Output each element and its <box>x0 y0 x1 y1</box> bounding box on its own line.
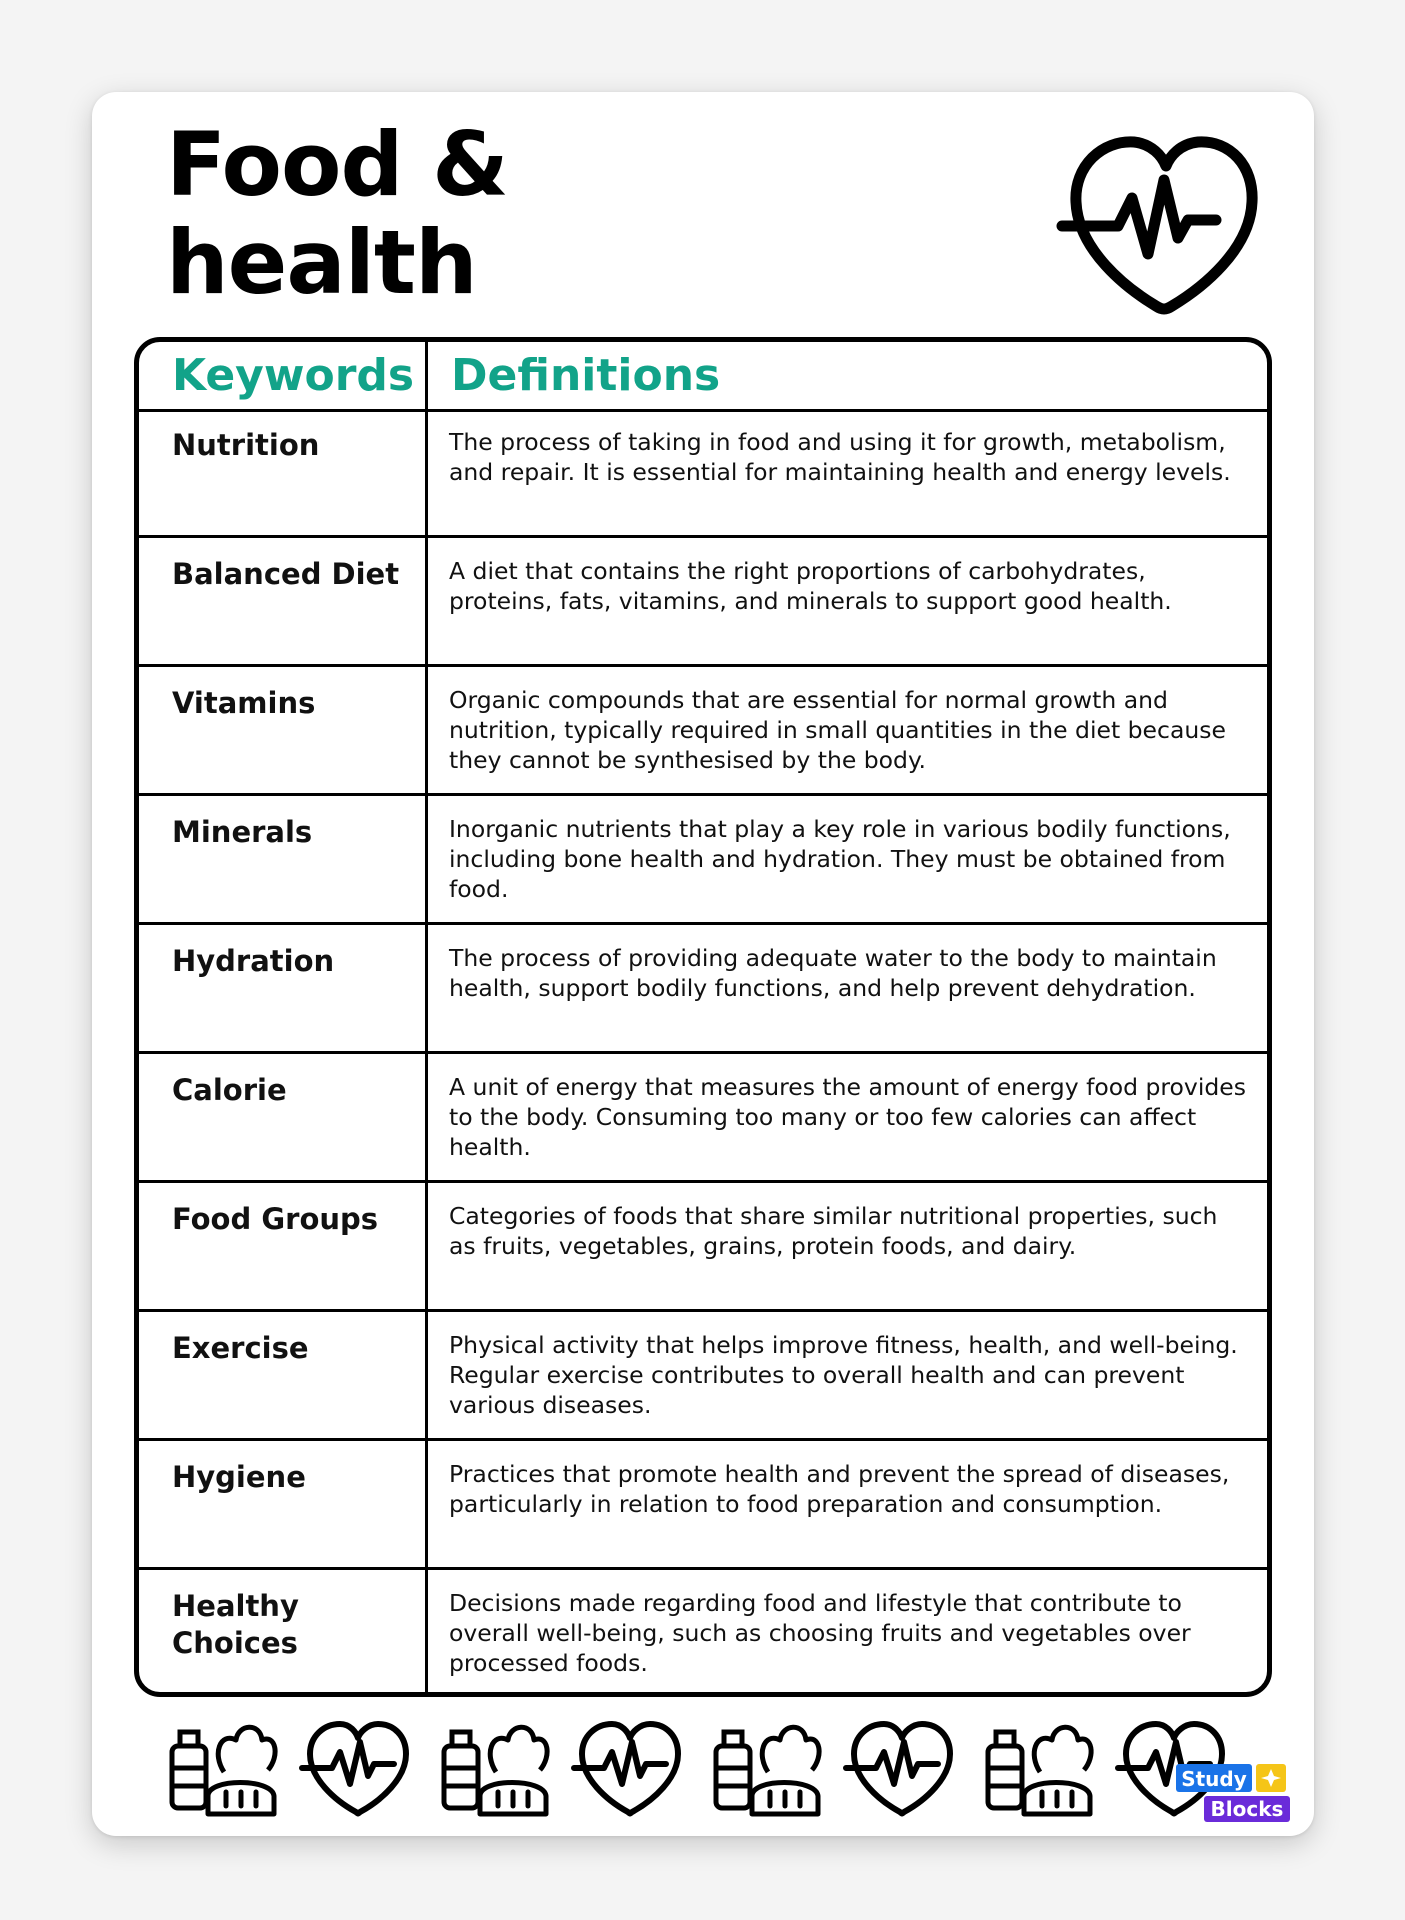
keyword-cell: Vitamins <box>172 686 316 720</box>
table-row <box>139 1054 1267 1183</box>
groceries-icon <box>162 1712 280 1822</box>
keyword-cell: Exercise <box>172 1331 309 1365</box>
header-keywords: Keywords <box>172 350 415 401</box>
keyword-cell: Nutrition <box>172 428 320 462</box>
brand-line-1: Study <box>1181 1767 1247 1791</box>
table-row <box>139 538 1267 667</box>
heartbeat-heart-icon <box>1056 128 1266 318</box>
table-row <box>139 1570 1267 1697</box>
keyword-cell: Calorie <box>172 1073 287 1107</box>
definition-cell: Organic compounds that are essential for normal growth and nutrition, typically required in small quantities in the diet because they cannot be synthesised by the body. <box>449 686 1226 774</box>
heartbeat-heart-icon <box>298 1712 416 1822</box>
groceries-icon <box>978 1712 1096 1822</box>
table-row <box>139 796 1267 925</box>
definition-cell: The process of providing adequate water to the body to maintain health, support bodily functions, and help prevent dehydration. <box>449 944 1217 1002</box>
keywords-table <box>134 337 1272 1697</box>
definition-cell: Categories of foods that share similar nutritional properties, such as fruits, vegetables, grains, protein foods, and dairy. <box>449 1202 1218 1260</box>
definition-cell: Physical activity that helps improve fitness, health, and well-being. Regular exercise contributes to overall health and can prevent various diseases. <box>449 1331 1238 1419</box>
keyword-cell: Hygiene <box>172 1460 306 1494</box>
heartbeat-heart-icon <box>842 1712 960 1822</box>
table-row <box>139 925 1267 1054</box>
table-row <box>139 667 1267 796</box>
definition-cell: The process of taking in food and using it for growth, metabolism, and repair. It is essential for maintaining health and energy levels. <box>449 428 1231 486</box>
title-line-1: Food & <box>166 113 508 216</box>
table-row <box>139 1312 1267 1441</box>
footer-icon-strip <box>162 1712 1262 1822</box>
keyword-cell: Healthy Choices <box>172 1589 299 1660</box>
groceries-icon <box>434 1712 552 1822</box>
keyword-cell: Food Groups <box>172 1202 379 1236</box>
title-line-2: health <box>166 211 477 314</box>
keyword-cell: Balanced Diet <box>172 557 400 591</box>
table-row <box>139 409 1267 538</box>
table-row <box>139 1183 1267 1312</box>
header-definitions: Definitions <box>451 350 721 401</box>
definition-cell: Practices that promote health and prevent the spread of diseases, particularly in relation to food preparation and consumption. <box>449 1460 1230 1518</box>
worksheet-card <box>92 92 1314 1836</box>
definition-cell: A diet that contains the right proportions of carbohydrates, proteins, fats, vitamins, and minerals to support good health. <box>449 557 1172 615</box>
definition-cell: A unit of energy that measures the amount of energy food provides to the body. Consuming too many or too few calories can affect health. <box>449 1073 1246 1161</box>
definition-cell: Inorganic nutrients that play a key role in various bodily functions, including bone health and hydration. They must be obtained from food. <box>449 815 1231 903</box>
keyword-cell: Minerals <box>172 815 313 849</box>
heartbeat-heart-icon <box>570 1712 688 1822</box>
page-title <box>166 113 508 314</box>
brand-line-2: Blocks <box>1210 1797 1284 1821</box>
table-header <box>139 342 1267 412</box>
keyword-cell: Hydration <box>172 944 335 978</box>
definition-cell: Decisions made regarding food and lifestyle that contribute to overall well-being, such as choosing fruits and vegetables over processed foods. <box>449 1589 1191 1677</box>
groceries-icon <box>706 1712 824 1822</box>
table-row <box>139 1441 1267 1570</box>
study-blocks-logo <box>1170 1760 1294 1824</box>
